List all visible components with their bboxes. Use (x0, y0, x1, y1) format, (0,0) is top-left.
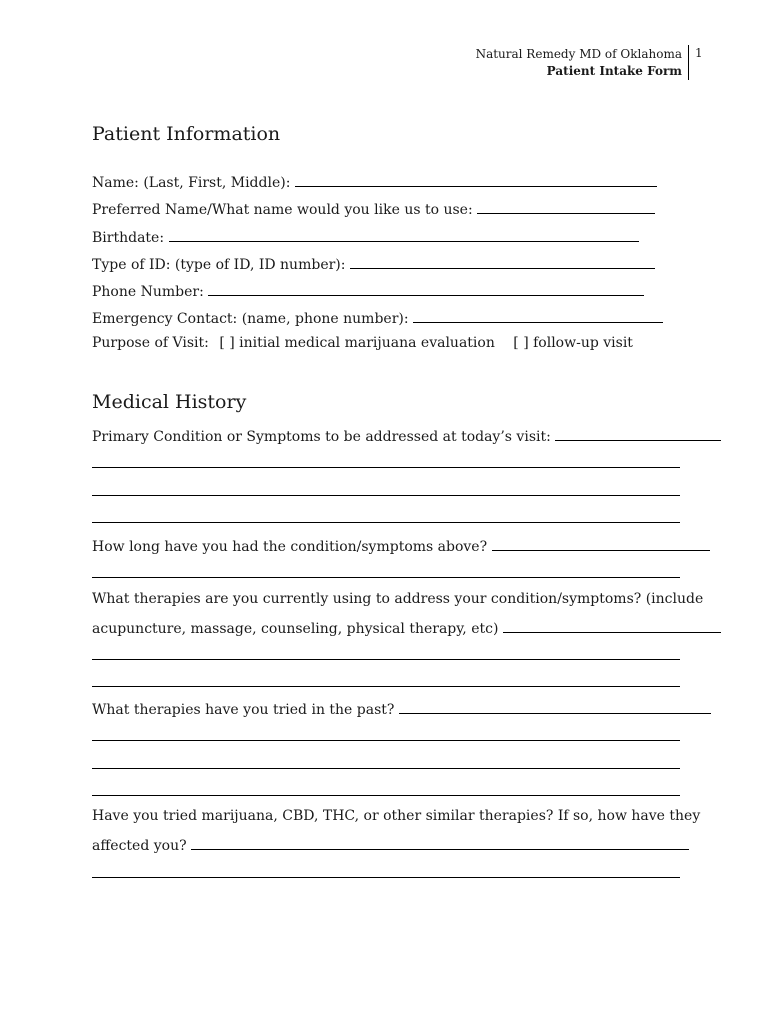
id-label: Type of ID: (type of ID, ID number): (92, 257, 346, 273)
past-therapies-answer-line[interactable] (92, 768, 680, 769)
primary-condition-label: Primary Condition or Symptoms to be addressed at today’s visit: (92, 429, 551, 445)
marijuana-history-answer-line[interactable] (92, 877, 680, 878)
current-therapies-blank[interactable] (503, 618, 721, 633)
past-therapies-field (92, 699, 711, 718)
how-long-label: How long have you had the condition/symptoms above? (92, 539, 488, 555)
marijuana-history-label-line1: Have you tried marijuana, CBD, THC, or other similar therapies? If so, how have they (92, 808, 701, 824)
phone-label: Phone Number: (92, 284, 204, 300)
how-long-field (92, 536, 710, 555)
past-therapies-answer-line[interactable] (92, 740, 680, 741)
purpose-label: Purpose of Visit: (92, 335, 209, 351)
name-label: Name: (Last, First, Middle): (92, 175, 291, 191)
name-field (92, 172, 657, 191)
birthdate-field (92, 227, 639, 246)
preferred-name-field (92, 199, 655, 218)
purpose-option-followup-checkbox[interactable]: [ ] follow-up visit (513, 335, 633, 351)
emergency-contact-label: Emergency Contact: (name, phone number): (92, 311, 409, 327)
id-blank[interactable] (350, 254, 655, 269)
page-number: 1 (695, 46, 703, 60)
primary-condition-answer-line[interactable] (92, 495, 680, 496)
current-therapies-answer-line[interactable] (92, 686, 680, 687)
current-therapies-label-line2: acupuncture, massage, counseling, physical therapy, etc) (92, 621, 499, 637)
header-divider (688, 45, 689, 80)
primary-condition-field (92, 426, 721, 445)
current-therapies-answer-line[interactable] (92, 659, 680, 660)
purpose-of-visit-field (92, 335, 633, 351)
current-therapies-field-cont (92, 618, 721, 637)
primary-condition-answer-line[interactable] (92, 522, 680, 523)
past-therapies-label: What therapies have you tried in the past? (92, 702, 395, 718)
birthdate-blank[interactable] (169, 227, 639, 242)
marijuana-history-label-line2: affected you? (92, 838, 187, 854)
primary-condition-answer-line[interactable] (92, 467, 680, 468)
emergency-contact-blank[interactable] (413, 308, 663, 323)
phone-blank[interactable] (208, 281, 644, 296)
past-therapies-blank[interactable] (399, 699, 711, 714)
section-heading-medical-history: Medical History (92, 391, 247, 413)
id-field (92, 254, 655, 273)
section-heading-patient-information: Patient Information (92, 123, 281, 145)
preferred-name-blank[interactable] (477, 199, 655, 214)
emergency-contact-field (92, 308, 663, 327)
birthdate-label: Birthdate: (92, 230, 165, 246)
header-form-title: Patient Intake Form (546, 64, 682, 78)
purpose-option-initial-checkbox[interactable]: [ ] initial medical marijuana evaluation (219, 335, 495, 351)
marijuana-history-field-cont (92, 835, 689, 854)
current-therapies-label-line1: What therapies are you currently using to address your condition/symptoms? (include (92, 591, 704, 607)
page-header (476, 46, 682, 80)
how-long-answer-line[interactable] (92, 577, 680, 578)
past-therapies-answer-line[interactable] (92, 795, 680, 796)
primary-condition-blank[interactable] (555, 426, 721, 441)
header-org: Natural Remedy MD of Oklahoma (475, 47, 682, 61)
marijuana-history-blank[interactable] (191, 835, 689, 850)
current-therapies-field (92, 591, 703, 607)
how-long-blank[interactable] (492, 536, 710, 551)
preferred-name-label: Preferred Name/What name would you like us to use: (92, 202, 473, 218)
phone-field (92, 281, 644, 300)
marijuana-history-field (92, 808, 700, 824)
name-blank[interactable] (295, 172, 657, 187)
